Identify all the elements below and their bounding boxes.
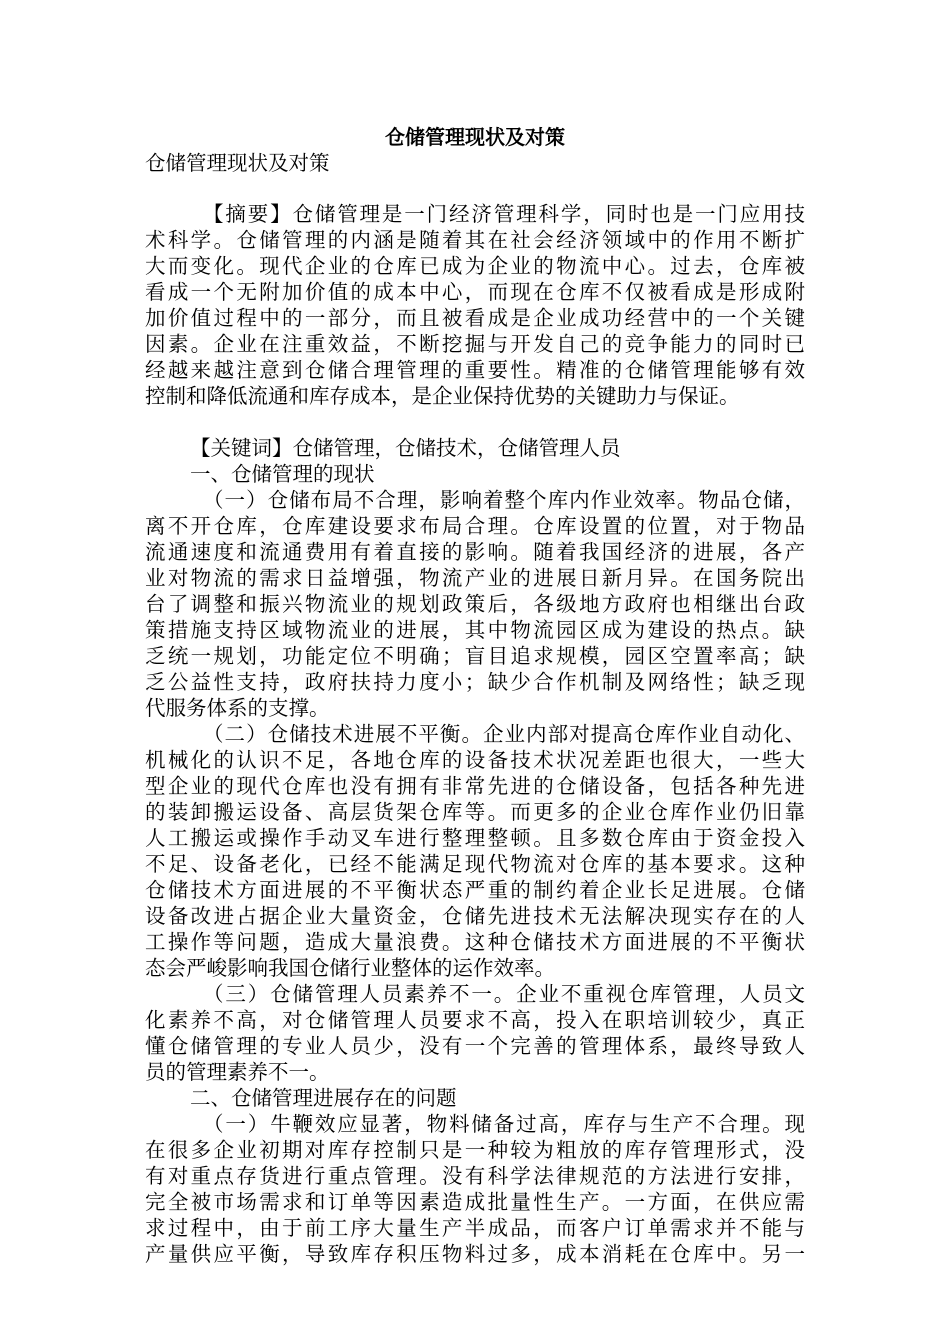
paragraph-line: 态会严峻影响我国仓储行业整体的运作效率。 — [145, 956, 555, 980]
paragraph-line: 机械化的认识不足，各地仓库的设备技术状况差距也很大，一些大 — [145, 748, 805, 772]
document-subtitle: 仓储管理现状及对策 — [145, 151, 330, 175]
paragraph-line: 乏统一规划，功能定位不明确；盲目追求规模，园区空置率高；缺 — [145, 644, 805, 668]
paragraph-line: 产量供应平衡，导致库存积压物料过多，成本消耗在仓库中。另一 — [145, 1242, 805, 1266]
paragraph-line: 仓储技术方面进展的不平衡状态严重的制约着企业长足进展。仓储 — [145, 878, 805, 902]
paragraph-line: 不足、设备老化，已经不能满足现代物流对仓库的基本要求。这种 — [145, 852, 805, 876]
paragraph-line: 化素养不高，对仓储管理人员要求不高，投入在职培训较少，真正 — [145, 1008, 805, 1032]
paragraph-line: 懂仓储管理的专业人员少，没有一个完善的管理体系，最终导致人 — [145, 1034, 805, 1058]
paragraph-line: 求过程中，由于前工序大量生产半成品，而客户订单需求并不能与 — [145, 1216, 805, 1240]
paragraph-line: 台了调整和振兴物流业的规划政策后，各级地方政府也相继出台政 — [145, 592, 805, 616]
paragraph-line: （一）牛鞭效应显著，物料储备过高，库存与生产不合理。现 — [203, 1112, 805, 1136]
abstract-line: 大而变化。现代企业的仓库已成为企业的物流中心。过去，仓库被 — [145, 254, 805, 278]
paragraph-line: （二）仓储技术进展不平衡。企业内部对提高仓库作业自动化、 — [203, 722, 805, 746]
abstract-line: 控制和降低流通和库存成本，是企业保持优势的关键助力与保证。 — [145, 384, 740, 408]
paragraph-line: （一）仓储布局不合理，影响着整个库内作业效率。物品仓储， — [203, 488, 805, 512]
abstract-line: 看成一个无附加价值的成本中心，而现在仓库不仅被看成是形成附 — [145, 280, 805, 304]
paragraph-line: 设备改进占据企业大量资金，仓储先进技术无法解决现实存在的人 — [145, 904, 805, 928]
abstract-line: 术科学。仓储管理的内涵是随着其在社会经济领域中的作用不断扩 — [145, 228, 805, 252]
section-heading: 二、仓储管理进展存在的问题 — [190, 1086, 457, 1110]
section-heading: 一、仓储管理的现状 — [190, 462, 375, 486]
abstract-line: 加价值过程中的一部分，而且被看成是企业成功经营中的一个关键 — [145, 306, 805, 330]
paragraph-line: （三）仓储管理人员素养不一。企业不重视仓库管理，人员文 — [203, 982, 805, 1006]
paragraph-line: 离不开仓库，仓库建设要求布局合理。仓库设置的位置，对于物品 — [145, 514, 805, 538]
paragraph-line: 业对物流的需求日益增强，物流产业的进展日新月异。在国务院出 — [145, 566, 805, 590]
paragraph-line: 在很多企业初期对库存控制只是一种较为粗放的库存管理形式，没 — [145, 1138, 805, 1162]
paragraph-line: 工操作等问题，造成大量浪费。这种仓储技术方面进展的不平衡状 — [145, 930, 805, 954]
document-title: 仓储管理现状及对策 — [385, 125, 565, 149]
paragraph-line: 乏公益性支持，政府扶持力度小；缺少合作机制及网络性；缺乏现 — [145, 670, 805, 694]
paragraph-line: 员的管理素养不一。 — [145, 1060, 330, 1084]
paragraph-line: 流通速度和流通费用有着直接的影响。随着我国经济的进展，各产 — [145, 540, 805, 564]
abstract-line: 因素。企业在注重效益，不断挖掘与开发自己的竞争能力的同时已 — [145, 332, 805, 356]
abstract-line: 经越来越注意到仓储合理管理的重要性。精准的仓储管理能够有效 — [145, 358, 805, 382]
paragraph-line: 有对重点存货进行重点管理。没有科学法律规范的方法进行安排， — [145, 1164, 805, 1188]
paragraph-line: 完全被市场需求和订单等因素造成批量性生产。一方面，在供应需 — [145, 1190, 805, 1214]
paragraph-line: 代服务体系的支撑。 — [145, 696, 330, 720]
paragraph-line: 策措施支持区域物流业的进展，其中物流园区成为建设的热点。缺 — [145, 618, 805, 642]
paragraph-line: 型企业的现代仓库也没有拥有非常先进的仓储设备，包括各种先进 — [145, 774, 805, 798]
abstract-line: 【摘要】仓储管理是一门经济管理科学，同时也是一门应用技 — [203, 202, 805, 226]
paragraph-line: 的装卸搬运设备、高层货架仓库等。而更多的企业仓库作业仍旧靠 — [145, 800, 805, 824]
keywords-line: 【关键词】仓储管理，仓储技术，仓储管理人员 — [190, 436, 621, 460]
paragraph-line: 人工搬运或操作手动叉车进行整理整顿。且多数仓库由于资金投入 — [145, 826, 805, 850]
